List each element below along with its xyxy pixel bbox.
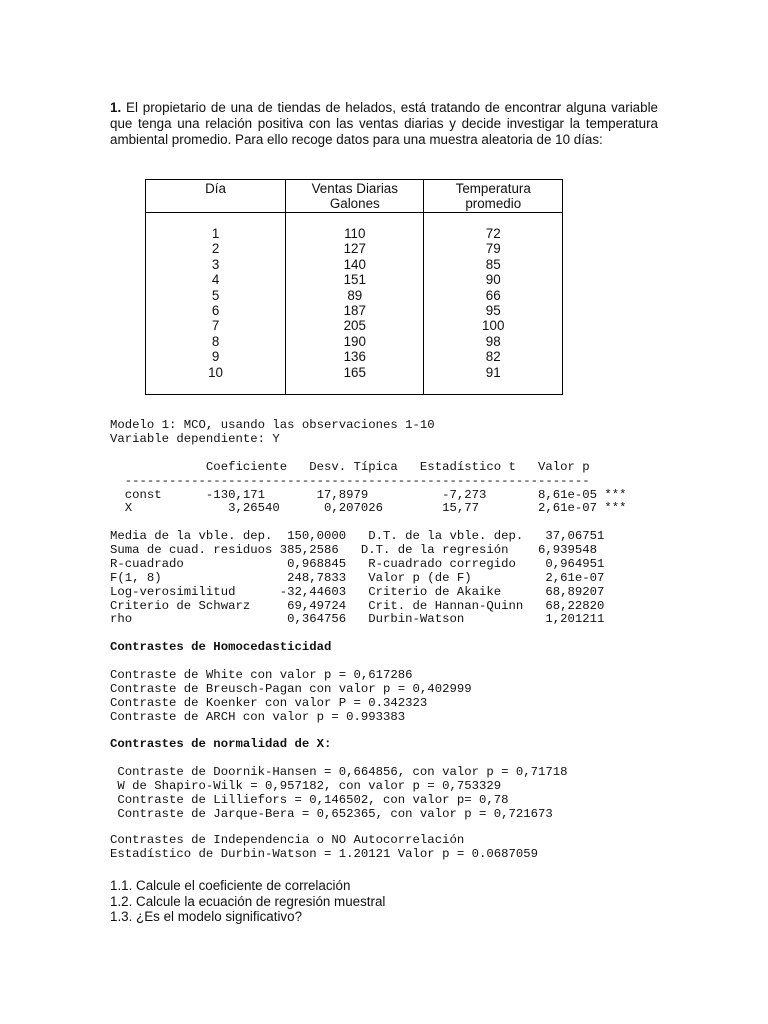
cell-ventas: 136 (343, 349, 366, 365)
coef-row-x: X 3,26540 0,207026 15,77 2,61e-07 *** (110, 501, 627, 515)
homocedasticity-test-line: Contraste de White con valor p = 0,617286 (110, 668, 413, 682)
stat-line: rho 0,364756 Durbin-Watson 1,201211 (110, 612, 605, 627)
dependent-variable: Variable dependiente: Y (110, 432, 280, 446)
cell-temperatura: 90 (485, 272, 501, 288)
cell-dia: 5 (211, 287, 220, 303)
homocedasticity-test-line: Contraste de Koenker con valor P = 0.342323 (110, 695, 428, 710)
problem-number: 1. (110, 100, 122, 115)
cell-temperatura: 91 (485, 364, 501, 380)
table-body-row (146, 213, 563, 395)
normality-test-line: Contraste de Lilliefors = 0,146502, con valor p= 0,78 (110, 792, 509, 807)
header-ventas-line: Galones (329, 196, 380, 212)
question-item: 1.3. ¿Es el modelo significativo? (110, 909, 303, 924)
normality-title: Contrastes de normalidad de X: (110, 737, 332, 751)
cell-dia: 10 (208, 364, 223, 380)
cell-temperatura: 79 (485, 241, 501, 257)
problem-text: El propietario de una de tiendas de helados, está tratando de encontrar alguna variable que tenga una relación positiva con las ventas diarias y decide investigar la temperatura ambiental promedio. Para ello recoge datos para una muestra aleatoria de 10 días: (110, 100, 658, 147)
stat-line: Suma de cuad. residuos 385,2586 D.T. de la regresión 6,939548 (110, 542, 598, 557)
header-temperatura-line: Temperatura (455, 181, 531, 196)
data-table (145, 179, 563, 395)
coef-row-const: const -130,171 17,8979 -7,273 8,61e-05 *** (110, 488, 627, 502)
normality-test-line: Contraste de Doornik-Hansen = 0,664856, con valor p = 0,71718 (110, 765, 568, 779)
independence-test-line: Contrastes de Independencia o NO Autocorrelación (110, 833, 465, 847)
question-item: 1.2. Calcule la ecuación de regresión muestral (110, 893, 386, 909)
header-temperatura (424, 180, 563, 213)
cell-temperatura: 82 (485, 349, 501, 365)
normality-test-line: W de Shapiro-Wilk = 0,957182, con valor p = 0,753329 (110, 778, 502, 793)
header-temperatura-line: promedio (465, 196, 522, 212)
cell-temperatura: 98 (485, 333, 501, 349)
cell-dia: 2 (211, 241, 220, 257)
table-header-row (146, 180, 563, 213)
column-ventas-values (286, 213, 424, 395)
homocedasticity-test-line: Contraste de ARCH con valor p = 0.993383 (110, 709, 406, 724)
cell-ventas: 140 (343, 256, 366, 272)
cell-temperatura: 85 (485, 256, 501, 272)
cell-ventas: 190 (343, 333, 366, 349)
cell-dia: 9 (211, 349, 220, 365)
stat-line: Criterio de Schwarz 69,49724 Crit. de Hannan-Quinn 68,22820 (110, 598, 605, 613)
cell-dia: 7 (211, 318, 220, 334)
cell-ventas: 205 (343, 318, 366, 334)
column-temperatura-values (424, 213, 563, 395)
cell-ventas: 127 (343, 241, 366, 257)
problem-statement (110, 100, 658, 148)
independence-test-line: Estadístico de Durbin-Watson = 1.20121 Valor p = 0.0687059 (110, 846, 539, 861)
questions-list (110, 878, 385, 925)
normality-tests (110, 766, 568, 822)
normality-test-line: Contraste de Jarque-Bera = 0,652365, con valor p = 0,721673 (110, 806, 553, 821)
cell-temperatura: 66 (485, 287, 501, 303)
stat-line: Media de la vble. dep. 150,0000 D.T. de la vble. dep. 37,06751 (110, 529, 605, 543)
column-dia-values (146, 213, 286, 395)
header-ventas (286, 180, 424, 213)
homocedasticity-tests (110, 669, 472, 725)
cell-dia: 1 (211, 226, 220, 241)
cell-ventas: 165 (343, 364, 366, 380)
cell-temperatura: 95 (485, 302, 501, 318)
header-dia: Día (146, 180, 286, 213)
homocedasticity-test-line: Contraste de Breusch-Pagan con valor p = 0,402999 (110, 681, 472, 696)
cell-ventas: 110 (344, 226, 366, 241)
question-item: 1.1. Calcule el coeficiente de correlación (110, 878, 351, 893)
cell-temperatura: 72 (485, 226, 501, 241)
header-ventas-line: Ventas Diarias (311, 181, 398, 196)
stat-line: F(1, 8) 248,7833 Valor p (de F) 2,61e-07 (110, 570, 605, 585)
cell-dia: 6 (211, 302, 220, 318)
cell-ventas: 89 (347, 287, 363, 303)
model-statistics (110, 530, 604, 627)
cell-dia: 3 (211, 256, 220, 272)
cell-temperatura: 100 (482, 318, 505, 334)
coef-table-rule: --------------------------------------------------------------- (110, 474, 590, 488)
cell-dia: 4 (211, 272, 220, 288)
independence-tests (110, 834, 538, 862)
stat-line: R-cuadrado 0,968845 R-cuadrado corregido 0,964951 (110, 556, 605, 571)
model-title: Modelo 1: MCO, usando las observaciones 1-10 (110, 418, 435, 432)
homocedasticity-title: Contrastes de Homocedasticidad (110, 640, 332, 654)
stat-line: Log-verosimilitud -32,44603 Criterio de Akaike 68,89207 (110, 584, 605, 599)
cell-ventas: 187 (343, 302, 366, 318)
cell-ventas: 151 (343, 272, 366, 288)
coef-table-header: Coeficiente Desv. Típica Estadístico t Valor p (110, 460, 590, 474)
cell-dia: 8 (211, 333, 220, 349)
